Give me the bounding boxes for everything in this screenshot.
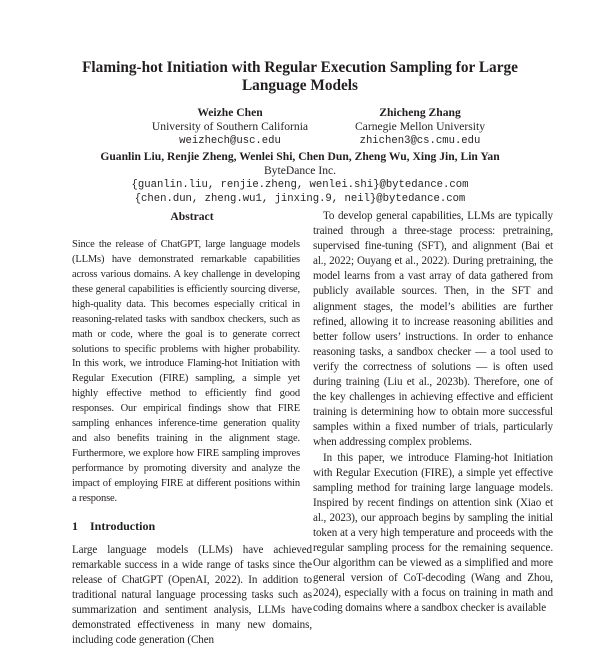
left-column	[72, 209, 312, 648]
abstract-heading: Abstract	[170, 210, 214, 223]
author-name: Zhicheng Zhang	[379, 106, 461, 119]
paper-title: Flaming-hot Initiation with Regular Execution Sampling for Large Language Models	[82, 59, 518, 94]
author-name: Weizhe Chen	[197, 106, 263, 119]
author-group-email-1: {guanlin.liu, renjie.zheng, wenlei.shi}@bytedance.com	[131, 179, 469, 191]
author-block-2	[310, 106, 530, 148]
author-group-email-2: {chen.dun, zheng.wu1, jinxing.9, neil}@bytedance.com	[134, 193, 466, 205]
author-block-1	[120, 106, 340, 148]
intro-paragraph-2: To develop general capabilities, LLMs are typically trained through a three-stage process: pretraining, supervised fine-tuning (SFT), and alignment (Bai et al., 2022; Ouyang et al., 2022). During pretraining, the model learns from a vast array of data gathered from publicly available sources. Then, in the SFT and alignment stages, the model’s abilities are further refined, allowing it to increase reasoning abilities and better follow users’ instructions. In order to enhance reasoning tasks, a sandbox checker — a tool used to verify the correctness of solutions — is often used during training (Liu et al., 2023b). Therefore, one of the key challenges in achieving effective and efficient training is determining how to obtain more successful samples within a fixed number of trials, particularly when addressing complex problems.	[313, 210, 553, 449]
intro-paragraph-3: In this paper, we introduce Flaming-hot Initiation with Regular Execution (FIRE), a simple yet effective sampling method for training large language models. Inspired by recent findings on attention sink (Xiao et al., 2023), our approach begins by sampling the initial token at a very high temperature and proceeds with the regular sampling process for the remaining sequence. Our algorithm can be viewed as a simplified and more general version of CoT-decoding (Wang and Zhou, 2024), especially with a focus on training in math and coding domains where a sandbox checker is available	[313, 451, 553, 615]
abstract-text: Since the release of ChatGPT, large language models (LLMs) have demonstrated remarkable capabilities across various domains. A key challenge in developing these general capabilities is efficiently sourcing diverse, high-quality data. This becomes especially critical in reasoning-related tasks with sandbox checkers, such as math or code, where the goal is to generate correct solutions to specific problems with higher probability. In this work, we introduce Flaming-hot Initiation with Regular Execution (FIRE) sampling, a simple yet highly effective method to efficiently find good responses. Our empirical findings show that FIRE sampling enhances inference-time generation quality and also benefits training in the alignment stage. Furthermore, we explore how FIRE sampling improves performance by promoting diversity and analyze the impact of employing FIRE at different positions within a response.	[72, 239, 300, 504]
author-email: weizhech@usc.edu	[179, 135, 281, 147]
section-title: Introduction	[90, 518, 156, 533]
right-column	[313, 209, 553, 617]
intro-paragraph-1: Large language models (LLMs) have achieved remarkable success in a wide range of tasks since the release of ChatGPT (OpenAI, 2022). In addition to traditional natural language processing tasks such as summarization and sentiment analysis, LLMs have demonstrated effectiveness in many new domains, including code generation (Chen	[72, 543, 312, 647]
author-email: zhichen3@cs.cmu.edu	[359, 135, 481, 147]
author-affiliation: University of Southern California	[151, 120, 309, 133]
author-group-affiliation: ByteDance Inc.	[263, 164, 337, 177]
author-affiliation: Carnegie Mellon University	[354, 120, 486, 133]
author-group-block	[60, 150, 540, 206]
section-heading-introduction	[72, 519, 312, 534]
section-number: 1	[72, 518, 78, 533]
author-group-names: Guanlin Liu, Renjie Zheng, Wenlei Shi, Chen Dun, Zheng Wu, Xing Jin, Lin Yan	[100, 150, 500, 163]
